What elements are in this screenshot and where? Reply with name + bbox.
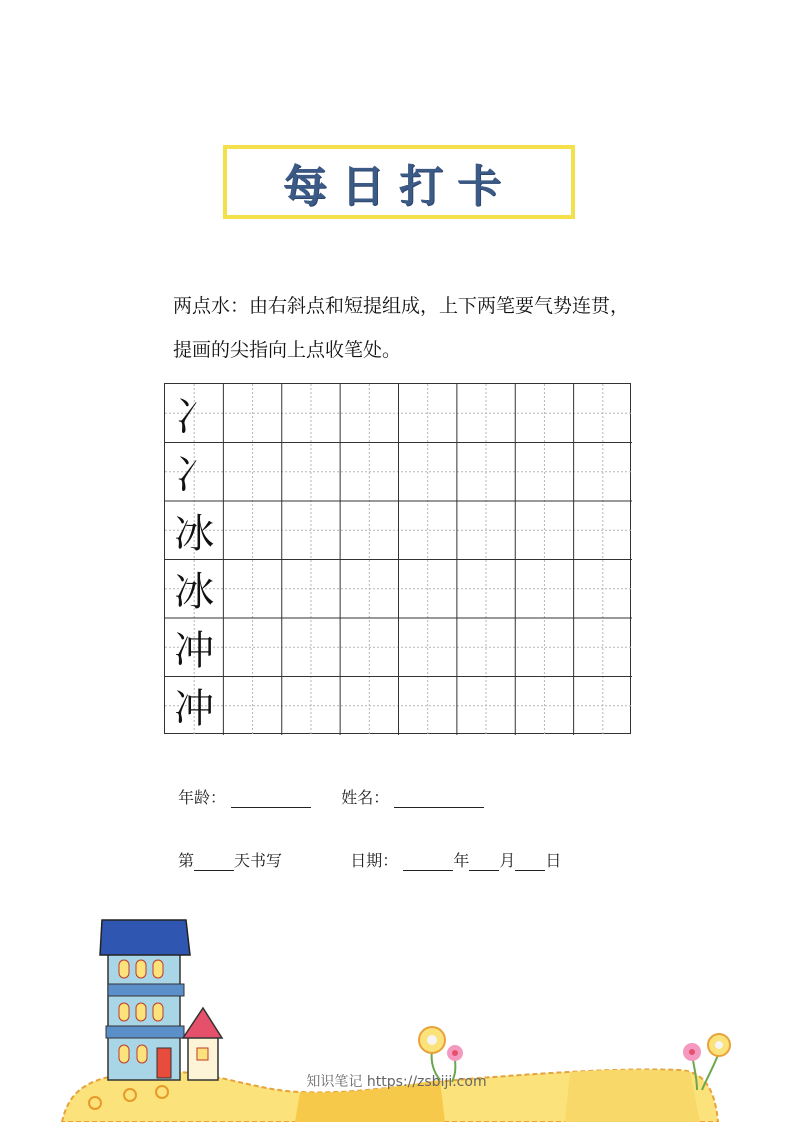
house-small — [183, 1008, 222, 1080]
day-count-field[interactable] — [194, 854, 234, 871]
month-field[interactable] — [469, 854, 499, 871]
date-label: 日期： — [350, 851, 399, 870]
age-label: 年龄： — [178, 788, 227, 807]
day-label: 日 — [545, 851, 562, 870]
model-character: 冰 — [174, 569, 215, 616]
writing-grid — [164, 383, 631, 734]
model-character: 冫 — [174, 393, 215, 440]
stroke-description: 两点水：由右斜点和短提组成，上下两笔要气势连贯，提画的尖指向上点收笔处。 — [173, 295, 630, 361]
year-label: 年 — [453, 851, 470, 870]
name-field[interactable] — [394, 791, 484, 808]
footer-watermark: 知识笔记 https://zsbiji.com — [306, 1074, 487, 1090]
model-character: 冲 — [174, 686, 215, 733]
model-character: 冲 — [174, 627, 215, 674]
house-tall — [100, 920, 190, 1080]
month-label: 月 — [499, 851, 516, 870]
age-name-row — [178, 785, 484, 808]
title-banner — [223, 145, 575, 219]
grid-lines — [165, 384, 632, 735]
model-character: 冫 — [174, 452, 215, 499]
day-date-row — [178, 848, 561, 871]
name-label: 姓名： — [341, 788, 390, 807]
day-field[interactable] — [515, 854, 545, 871]
age-field[interactable] — [231, 791, 311, 808]
day-suffix: 天书写 — [234, 851, 283, 870]
model-character: 冰 — [174, 510, 215, 557]
year-field[interactable] — [403, 854, 453, 871]
day-prefix: 第 — [178, 851, 195, 870]
page-title: 每日打卡 — [283, 161, 515, 212]
